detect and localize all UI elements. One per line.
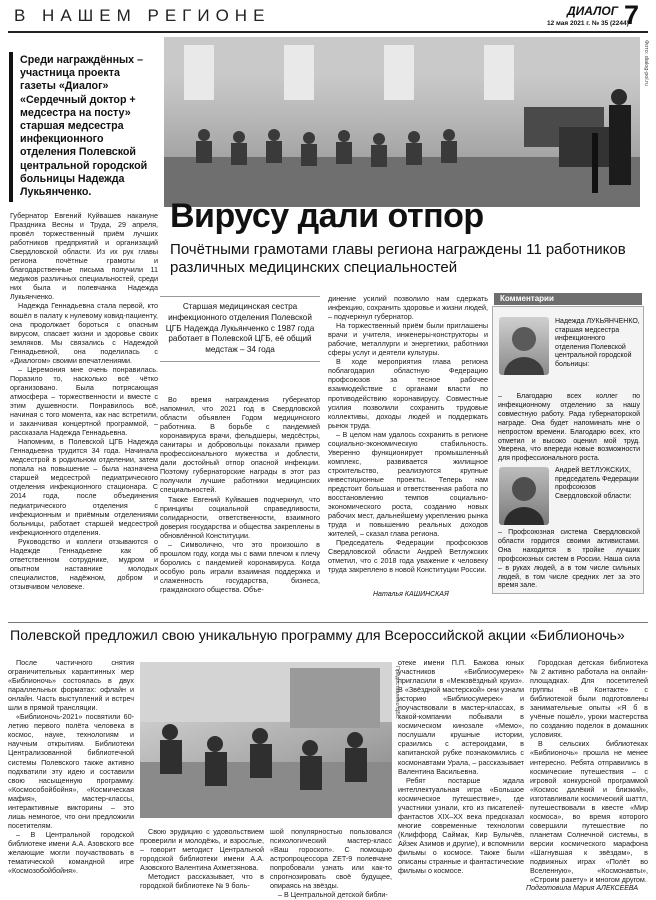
paragraph: шой популярностью пользовался психологический мастер-класс «Ваш гороскоп». С помощью астропроцессора ZET-9 полевчане попробовали узнать или как-то спрогнозировать своё будущее, опираясь на звёзды. (270, 827, 392, 891)
article-divider (8, 622, 648, 623)
commenter-photo-1 (499, 317, 549, 375)
article2-column-3 (270, 827, 392, 899)
paragraph: Методист рассказывает, что в городской библиотеке № 9 боль- (140, 872, 264, 891)
sidebar-quote: Старшая медицинская сестра инфекционного отделения Полевской ЦГБ Надежда Лукьянченко с 1987 года работает в Полевской ЦГБ, её общий медстаж – 34 года (160, 296, 320, 362)
paragraph: динение усилий позволило нам сдержать инфекцию, сохранить здоровье и жизни людей, – подчеркнул губернатор. (328, 294, 488, 322)
article2-headline: Полевской предложил свою уникальную программу для Всероссийской акции «Библионочь» (10, 628, 625, 644)
paragraph: – В целом нам удалось сохранить в регионе социально-экономическую стабильность. Уверенно функционирует промышленный комплекс, развивается жилищное строительство, реализуются крупные инвестиционные проекты. Теперь нам предстоит большая и ответственная работа по восстановлению темпов социально-экономического роста, созданию новых рабочих мест, дальнейшему укреплению рынка труда и повышению реальных доходов жителей, – сказал глава региона. (328, 429, 488, 539)
paragraph: Ребят постарше ждала интеллектуальная игра «Большое космическое путешествие», где участники узнали, кто из писателей-фантастов XIX–XX века предсказал многие современные технологии (Клиффорд Саймак, Кир Булычёв, Айзек Азимов и другие), и вспомнили фильмы о космосе. Также были описаны странные и фантастические фильмы о космосе. (398, 775, 524, 876)
paragraph: – Церемония мне очень понравилась. Поразило то, насколько всё чётко организовано. Была потрясающая атмосфера – торжественности и вместе с этим душевности. Понравилось всё, начиная с того момента, как нас встретили, и заканчивая концертной программой, – рассказала Надежда Геннадьевна. (10, 364, 158, 438)
article-subheadline: Почётными грамотами главы региона награждены 11 работников различных медицинских специальностей (170, 241, 626, 276)
paragraph: После частичного снятия ограничительных карантинных мер «Библионочь» состоялась в двух параллельных форматах: офлайн и онлайн. Часть выступлений и встреч шли в прямой трансляции. (8, 658, 134, 713)
paragraph: Свою эрудицию с удовольствием проверили и молодёжь, и взрослые, – говорит методист Центральной городской библиотеки имени А.А. Азовского Валентина Ахметзянова. (140, 827, 264, 873)
commenter-name-1: Надежда ЛУКЬЯНЧЕНКО, старшая медсестра инфекционного отделения Полевской центральной городской больницы: (555, 318, 640, 368)
article2-byline: Подготовила Мария АЛЕКСЕЕВА (526, 885, 639, 892)
commenter-photo-2 (499, 467, 549, 525)
comment-text-2: – Профсоюзная система Свердловской области гордится своими активистами. Она находится в тройке лучших профсоюзных систем в России. Наша сила – в руках людей, а в том числе сильных людей, в том числе средних лет за это время зале. (498, 529, 640, 590)
article2-column-4 (398, 658, 524, 875)
paragraph: Также Евгений Куйвашев подчеркнул, что принципы социальной справедливости, солидарности, ответственности, взаимного доверия государства и общества закреплены в обновлённой Конституции. (160, 494, 320, 540)
section-title: В НАШЕМ РЕГИОНЕ (14, 6, 271, 25)
newspaper-name: ДИАЛОГ (567, 4, 619, 18)
issue-date: 12 мая 2021 г. № 35 (2244) (547, 20, 629, 27)
comment-text-1: – Благодарю всех коллег по инфекционному отделению за нашу совместную работу. Рада губернаторской награде. Она будет напоминать мне о непростом времени. Благодарю всех, кто отметил и высоко оценил мой труд. Уверена, что впереди новые возможности для профессионального роста. (498, 393, 640, 463)
paragraph: Губернатор Евгений Куйвашев накануне Праздника Весны и Труда, 29 апреля, провёл торжественный приём лучших работников предприятий и организаций Свердловской области. Из их рук главы региона почётные грамоты и благодарственные письма получили 11 медиков различных специальностей, среди них была и полевчанка Надежда Лукьянченко. (10, 211, 158, 302)
photo-credit: Фото: dialog-pol.ru (643, 40, 649, 86)
article2-column-5 (530, 658, 648, 884)
paragraph: На торжественный приём были приглашены врачи и учителя, инженеры-конструкторы и рабочие, металлурги и энергетики, работники сферы услуг и деятели культуры. (328, 321, 488, 358)
commenter-name-2: Андрей ВЕТЛУЖСКИХ, председатель Федерации профсоюзов Свердловской области: (555, 467, 639, 500)
intro-bar (9, 52, 13, 202)
library-event-photo (140, 662, 392, 818)
article2-column-1 (8, 658, 134, 875)
header-rule (8, 31, 648, 33)
paragraph: Во время награждения губернатор напомнил, что 2021 год в Свердловской области объявлен Годом медицинского работника. В борьбе с пандемией коронавируса врачи, фельдшеры, медсёстры, санитары и добровольцы показали пример профессионального мужества и доблести, дали достойный отпор опасной инфекции. Поэтому губернаторские награды в этот раз получили лучшие работники медицинских специальностей. (160, 395, 320, 495)
comments-box (492, 306, 644, 594)
article-column-3 (328, 294, 488, 574)
portrait-icon (499, 317, 549, 375)
paragraph: Напомним, в Полевской ЦГБ Надежда Геннадьевна трудится 34 года. Начинала медсестрой в родильном отделении, затем попала на повышение – была назначена старшей медсестрой педиатрического отделения инфекционного стационара. С 2014 года, после объединения педиатрического отделения с инфекционным и приёмным отделениями больницы, работает старшей медсестрой инфекционного отделения. (10, 437, 158, 537)
paragraph: «Библионочь-2021» посвятили 60-летию первого полёта человека в космос, науке, технологиям и научным открытиям. Библиотеки Централизованной библиотечной системы Полевского также активно подхватили эту идею и составили свою насыщенную программу. «Космособойбойня», «Космическая мафия», мастер-классы, интерактивные викторины – это лишь немногое, что они предложили посетителям. (8, 712, 134, 830)
paragraph: Надежда Геннадьевна стала первой, кто вошёл в палату к нулевому ковид-пациенту, она продолжает бороться с опасным вирусом, спасает жизни и здоровье своих земляков. Мы связались с Надеждой Геннадьевной, она поделилась с «Диалогом» своими впечатлениями. (10, 301, 158, 365)
library-photo-illustration (140, 662, 392, 818)
paragraph: Председатель Федерации профсоюзов Свердловской области Андрей Ветлужских отметил, что с 2018 года уважение к человеку труда закреплено в новой Конституции России. (328, 538, 488, 575)
paragraph: – В Центральной детской библи- (278, 890, 388, 900)
article-headline: Вирусу дали отпор (170, 197, 484, 235)
article-intro: Среди награждённых – участница проекта газеты «Диалог» «Сердечный доктор + медсестра на посту» старшая медсестра инфекционного отделения Полевской центральной городской больницы Надежда Лукьянченко. (20, 54, 148, 199)
ceremony-photo-illustration (164, 37, 640, 207)
article-byline: Наталья КАШИНСКАЯ (373, 591, 449, 598)
paragraph: В сельских библиотеках «Библионочь» прошла не менее интересно. Ребята отправились в космические путешествия – с игровой конкурсной программой «Космос далёкий и близкий», изготавливали космический шаттл, путешествовали в квесте «Мир космоса», во время которого совершили путешествие по планетам Солнечной системы, в версии космического марафона «Шагнувшая к звёздам», в подвижных играх «Полёт во Вселенную», «Космонавты», «Строим ракету» и многом другом. (530, 739, 648, 885)
portrait-icon (499, 467, 549, 525)
ceremony-photo (164, 37, 640, 207)
article2-column-2 (140, 827, 264, 890)
comments-tab: Комментарии (494, 293, 642, 305)
page-number: 7 (624, 0, 640, 30)
photo-credit: Предоставлено ЦБС (394, 666, 400, 719)
paragraph: Руководство и коллеги отзываются о Надежде Геннадьевне как об ответственном сотруднике, мудром и опытном наставнике молодых специалистов, надёжном, добром и отзывчивом человеке. (10, 536, 158, 591)
paragraph: В ходе мероприятия глава региона поблагодарил областную Федерацию профсоюзов за тесное рабочее взаимодействие с органами власти по противодействию коронавирусу. Совместные усилия позволили сохранить трудовые коллективы, доходы людей и поддержать рынок труда. (328, 357, 488, 430)
paragraph: – В Центральной городской библиотеке имени А.А. Азовского все желающие могли поучаствовать в тематической командной игре «Космозобойбойня». (8, 829, 134, 876)
paragraph: Городская детская библиотека № 2 активно работала на онлайн-площадках. Для посетителей группы «В Контакте» с библиотекой были подготовлены занимательные опыты «Я б в учёные пошёл», уроки мастерства по созданию поделок в домашних условиях. (530, 658, 648, 740)
article-column-2 (160, 395, 320, 594)
paragraph: отеке имени П.П. Бажова юных участников «Библиосумерек» пригласили в «Межзвёздный круиз». В «Звёздной мастерской» они узнали историю «Библиосумерек» и поучаствовали в мастер-классах, в какой-компании побывали в космическом кинозале «Мемо», послушали крушные истории, сразились с астероидами, в капитанской рубке познакомились с космонавтами Урала, – рассказывает Валентина Васильевна. (398, 658, 524, 776)
article-column-1 (10, 211, 158, 591)
paragraph: – Символично, что это произошло в прошлом году, когда мы с вами плечом к плечу боролись с пандемией коронавируса. Когда особую роль играли взаимная поддержка и слаженность государства, бизнеса, гражданского общества. Объе- (160, 539, 320, 594)
